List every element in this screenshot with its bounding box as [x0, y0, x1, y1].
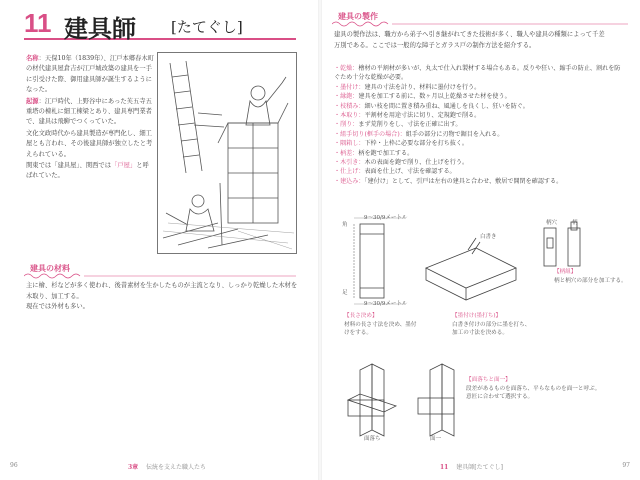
- process-item-text: 平割材を用途寸法に切り、定規鉋で削る。: [364, 112, 481, 120]
- region-text-a: 関東では「建具屋」、関西では: [26, 162, 112, 170]
- d1-corner-label: 角: [342, 222, 348, 228]
- process-item-key: ・削り：: [334, 121, 359, 129]
- process-item-text: 建具を加工する前に、数ヶ月以上乾燥させた材を使う。: [358, 93, 511, 101]
- process-item-text: 柄を鉋で加工する。: [358, 149, 414, 157]
- caption-1-title: 【長さ決め】: [344, 313, 378, 319]
- process-item-text: 「建付け」として、引戸は左右の建具と合わせ、敷居で開閉を確認する。: [364, 177, 563, 185]
- caption-5: 面一: [430, 436, 442, 442]
- d3-note-title: 【柄組】: [554, 269, 577, 275]
- process-item-text: 木の表面を鉋で削り、仕上げを行う。: [364, 159, 469, 167]
- right-footer-chapter: 11: [440, 464, 449, 471]
- d3-note-text: 柄と柄穴の部分を加工する。: [554, 277, 627, 284]
- name-tag: 名称: [26, 55, 39, 62]
- origin-text: ：江戸時代、上野谷中にあった芙五寺五重塔の棟札に細工棟梁とあり、建具専門業者で、建具は飛騨でつくっていた。: [26, 97, 152, 126]
- info-text: [26, 54, 154, 183]
- process-item: [334, 83, 624, 92]
- process-item-key: ・木引き：: [334, 159, 365, 167]
- caption-2-title: 【墨付け(墨打ち)】: [452, 313, 502, 319]
- process-item-key: ・柄差：: [334, 149, 359, 157]
- process-item-text: 檜材の平割材が多いが、丸太で仕入れ製材する場合もある。反りや狂い、縮手の防止、割れを防ぐため十分な乾燥が必要。: [334, 65, 621, 82]
- board-diagram: [416, 228, 526, 308]
- chapter-number: 11: [24, 8, 52, 38]
- region-text-b: と呼ばれていた。: [26, 162, 149, 180]
- process-item: [334, 177, 624, 186]
- left-footer: [10, 462, 310, 469]
- history-text: 文化文政時代から建具製造が専門化し、細工屋とも言われ、その後建具師が独立したと考えられている。: [26, 129, 153, 158]
- process-item-key: ・仕上げ：: [334, 168, 365, 176]
- process-item-key: ・隅箱し：: [334, 140, 365, 148]
- caption-2-text: 白書き付けの部分に墨を打ち、加工の寸法を決める。: [452, 321, 531, 337]
- process-item-text: 組手の部分に刃物で鋸目を入れる。: [405, 130, 504, 138]
- d1-foot-label: 足: [342, 290, 348, 296]
- region-tag: 「戸屋」: [111, 162, 137, 170]
- production-section-header: [332, 10, 628, 26]
- origin-tag: 起源: [26, 97, 39, 105]
- name-text: ：天保10年（1839年）、江戸本郷春木町の材代建具屋倉吉が江戸城改築の建具を一手に引受けた際、御用建具師が誕生するようになった。: [26, 55, 154, 94]
- process-item: [334, 139, 624, 148]
- caption-1-text: 材料の長さ寸法を決め、墨付けをする。: [344, 321, 417, 337]
- chapter-title-bar: [24, 8, 296, 43]
- process-item-key: ・墨付け：: [334, 83, 365, 91]
- process-item-text: まず荒削りをし、寸法を正確に出す。: [358, 121, 462, 129]
- process-item: [334, 167, 624, 176]
- process-item-text: 表面を仕上げ、寸法を確認する。: [364, 168, 456, 176]
- d2-label: 白書き: [480, 234, 497, 240]
- process-item-key: ・枝積み：: [334, 102, 365, 110]
- d3-b-label: 柄: [572, 220, 578, 226]
- process-item-key: ・建込み：: [334, 177, 365, 185]
- process-list: [334, 64, 624, 186]
- intro-line-2: 万別である。ここでは一般的な障子とガラス戸の制作方法を紹介する。: [334, 41, 536, 49]
- process-item: [334, 111, 624, 120]
- production-section-title: 建具の製作: [338, 11, 378, 21]
- process-item-text: 下枠・上枠に必要な部分を打ち抜く。: [364, 140, 468, 148]
- d1-bottom-label: 9～30/9メートル: [364, 301, 408, 307]
- materials-section-title: 建具の材料: [30, 263, 70, 273]
- materials-text: [26, 281, 298, 313]
- caption-2: [452, 312, 534, 338]
- materials-section-header: [24, 262, 296, 278]
- left-page-number: 96: [10, 462, 18, 469]
- caption-3: [466, 376, 616, 402]
- materials-text-1: 主に檜、杉などが多く使われ、後昔素材を生かしたものが主流となり、しっかり乾燥した木材を木取り、加工する。: [26, 282, 298, 300]
- right-footer-text: 建具師[たてぐし]: [456, 464, 503, 471]
- chapter-title: 建具師: [64, 14, 136, 43]
- process-item: [334, 158, 624, 167]
- d3-note: [554, 268, 632, 285]
- process-item: [334, 64, 624, 83]
- caption-1: [344, 312, 420, 338]
- process-item-text: 細い枝を間に置き積み重ね、風通しを良くし、狂いを防ぐ。: [364, 102, 529, 110]
- chapter-reading: [たてぐし]: [171, 18, 243, 36]
- right-page: [320, 0, 640, 480]
- process-item: [334, 130, 624, 139]
- process-item-text: 建具の寸法を計り、材料に墨付けを行う。: [364, 83, 481, 91]
- right-page-number: 97: [622, 462, 630, 469]
- process-item-key: ・本取り：: [334, 112, 365, 120]
- process-item-key: ・縁鉋：: [334, 93, 359, 101]
- production-intro: [334, 30, 628, 51]
- right-footer: [440, 462, 630, 471]
- intro-line-1: 建具の製作法は、職方から弟子へ引き継がれてきた技術が多く、職人や建具の種類によって千差: [334, 31, 605, 38]
- craftsman-illustration: [157, 52, 297, 254]
- caption-3-text: 段差があるものを面落ち、平らなものを面一と呼ぶ。: [466, 385, 601, 392]
- materials-text-2: 現在では外材も多い。: [26, 303, 89, 311]
- process-item: [334, 120, 624, 129]
- d1-top-label: 9～30/9メートル: [364, 215, 408, 221]
- process-item-key: ・組手切り(框手の場合)：: [334, 130, 406, 138]
- caption-3-note: 意匠に合わせて選択する。: [466, 394, 534, 401]
- process-item: [334, 102, 624, 111]
- process-item: [334, 92, 624, 101]
- caption-4: 面落ち: [364, 436, 381, 442]
- caption-3-title: 【面落ちと面一】: [466, 377, 511, 383]
- process-item-key: ・乾燥：: [334, 65, 359, 72]
- left-footer-chapter: 3章: [128, 464, 139, 471]
- left-footer-text: 伝統を支えた職人たち: [146, 464, 207, 471]
- process-item: [334, 149, 624, 158]
- d3-a-label: 柄穴: [546, 220, 558, 226]
